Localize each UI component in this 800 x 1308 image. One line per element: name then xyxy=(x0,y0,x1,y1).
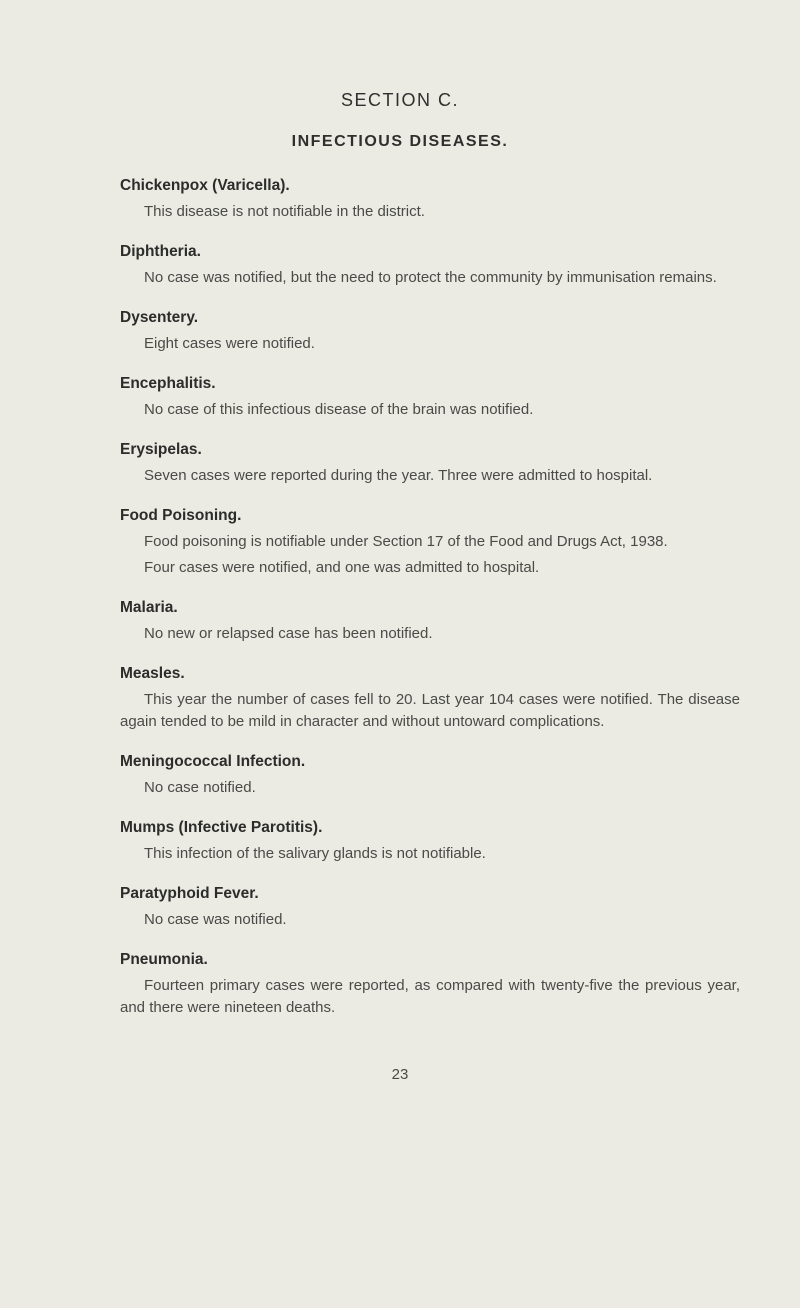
entry-paratyphoid-fever xyxy=(120,882,740,931)
entry-title: Measles. xyxy=(120,665,185,682)
entry-text: Seven cases were reported during the year. Three were admitted to hospital. xyxy=(144,467,653,484)
entry-dysentery xyxy=(120,306,740,355)
page-number: 23 xyxy=(391,1066,409,1083)
entry-mumps xyxy=(120,816,740,865)
disease-entries xyxy=(120,174,740,1036)
entry-measles xyxy=(120,662,740,733)
entry-title: Encephalitis. xyxy=(120,375,216,392)
entry-title: Chickenpox (Varicella). xyxy=(120,177,290,194)
entry-title: Paratyphoid Fever. xyxy=(120,885,259,902)
entry-title: Dysentery. xyxy=(120,309,199,326)
entry-text: This year the number of cases fell to 20. Last year 104 cases were notified. The disease again tended to be mild in character and without untoward complications. xyxy=(120,691,740,730)
entry-title: Food Poisoning. xyxy=(120,507,242,524)
entry-text: This disease is not notifiable in the district. xyxy=(144,203,425,220)
entry-text: No case of this infectious disease of the brain was notified. xyxy=(144,401,534,418)
entry-erysipelas xyxy=(120,438,740,487)
entry-text: Fourteen primary cases were reported, as compared with twenty-five the previous year, and there were nineteen deaths. xyxy=(120,977,740,1016)
entry-title: Meningococcal Infection. xyxy=(120,753,306,770)
entry-title: Erysipelas. xyxy=(120,441,202,458)
entry-title: Diphtheria. xyxy=(120,243,201,260)
entry-encephalitis xyxy=(120,372,740,421)
entry-food-poisoning xyxy=(120,504,740,579)
entry-text: No case notified. xyxy=(144,779,256,796)
entry-text: This infection of the salivary glands is not notifiable. xyxy=(144,845,486,862)
entry-text: Food poisoning is notifiable under Section 17 of the Food and Drugs Act, 1938. xyxy=(144,533,668,550)
entry-chickenpox xyxy=(120,174,740,223)
page-title: INFECTIOUS DISEASES. xyxy=(291,133,509,150)
entry-text: Eight cases were notified. xyxy=(144,335,315,352)
entry-title: Malaria. xyxy=(120,599,178,616)
entry-text: No new or relapsed case has been notified. xyxy=(144,625,433,642)
entry-text: Four cases were notified, and one was admitted to hospital. xyxy=(144,559,540,576)
entry-pneumonia xyxy=(120,948,740,1019)
section-heading: SECTION C. xyxy=(340,90,459,110)
entry-malaria xyxy=(120,596,740,645)
entry-text: No case was notified, but the need to protect the community by immunisation remains. xyxy=(144,269,717,286)
entry-title: Mumps (Infective Parotitis). xyxy=(120,819,323,836)
entry-title: Pneumonia. xyxy=(120,951,208,968)
entry-text: No case was notified. xyxy=(144,911,287,928)
entry-meningococcal-infection xyxy=(120,750,740,799)
entry-diphtheria xyxy=(120,240,740,289)
